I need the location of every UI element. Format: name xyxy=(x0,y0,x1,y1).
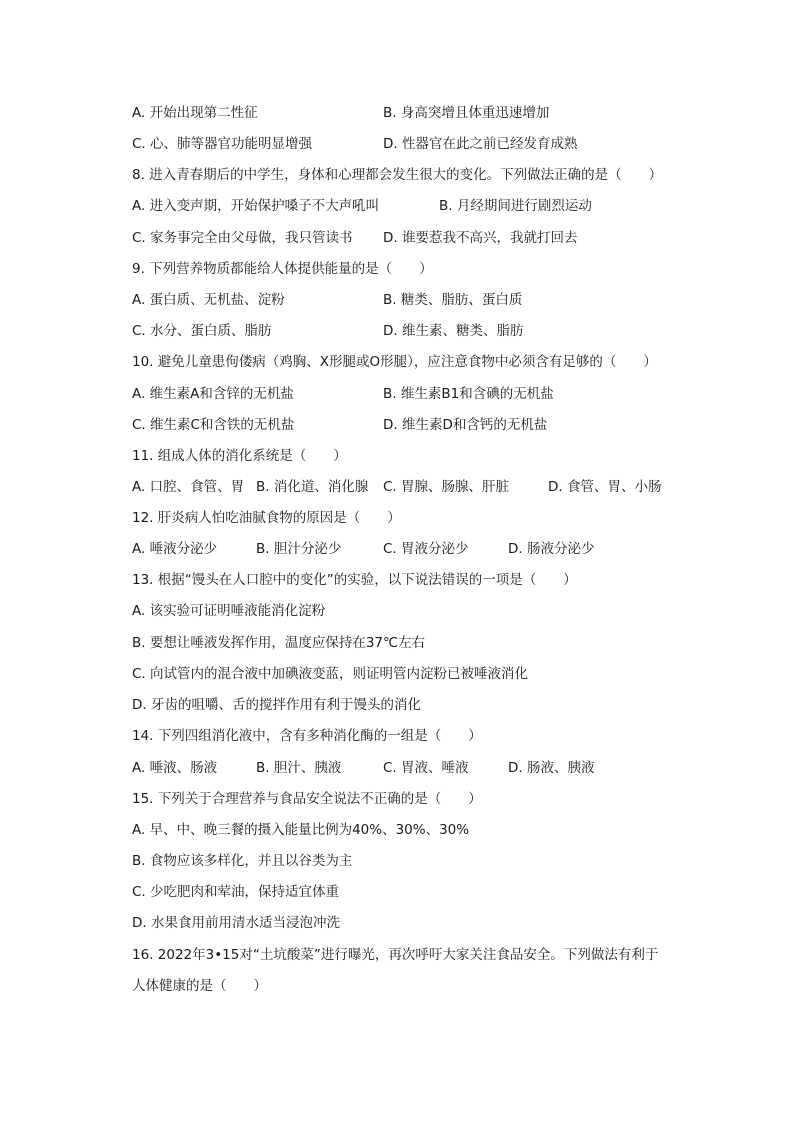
q10-stem: 10. 避免儿童患佝偻病（鸡胸、X形腿或O形腿），应注意食物中必须含有足够的（ ） xyxy=(132,354,657,370)
q11-option-b: B. 消化道、消化腺 xyxy=(256,479,369,495)
q9-stem: 9. 下列营养物质都能给人体提供能量的是（ ） xyxy=(132,261,433,277)
q13-option-c: C. 向试管内的混合液中加碘液变蓝，则证明管内淀粉已被唾液消化 xyxy=(132,666,529,682)
q8-option-a: A. 进入变声期，开始保护嗓子不大声吼叫 xyxy=(132,198,380,214)
q10-option-a: A. 维生素A和含锌的无机盐 xyxy=(132,386,294,402)
q12-option-c: C. 胃液分泌少 xyxy=(383,541,469,557)
q14-option-c: C. 胃液、唾液 xyxy=(383,760,469,776)
q13-stem: 13. 根据“馒头在人口腔中的变化”的实验，以下说法错误的一项是（ ） xyxy=(132,572,577,588)
q10-option-b: B. 维生素B1和含碘的无机盐 xyxy=(383,386,554,402)
q9-option-c: C. 水分、蛋白质、脂肪 xyxy=(132,323,272,339)
q8-stem: 8. 进入青春期后的中学生，身体和心理都会发生很大的变化。下列做法正确的是（ ） xyxy=(132,167,663,183)
q16-stem-line2: 人体健康的是（ ） xyxy=(132,978,267,994)
q14-option-b: B. 胆汁、胰液 xyxy=(256,760,342,776)
q7-option-d: D. 性器官在此之前已经发育成熟 xyxy=(383,136,578,152)
q12-option-d: D. 肠液分泌少 xyxy=(508,541,595,557)
q15-option-b: B. 食物应该多样化，并且以谷类为主 xyxy=(132,853,353,869)
q13-option-a: A. 该实验可证明唾液能消化淀粉 xyxy=(132,603,326,619)
q7-option-b: B. 身高突增且体重迅速增加 xyxy=(383,105,550,121)
q9-option-d: D. 维生素、糖类、脂肪 xyxy=(383,323,524,339)
q15-stem: 15. 下列关于合理营养与食品安全说法不正确的是（ ） xyxy=(132,791,482,807)
q14-option-a: A. 唾液、肠液 xyxy=(132,760,218,776)
q11-stem: 11. 组成人体的消化系统是（ ） xyxy=(132,448,347,464)
q16-stem-line1: 16. 2022年3•15对“土坑酸菜”进行曝光，再次呼吁大家关注食品安全。下列做法有利于 xyxy=(132,947,659,963)
q13-option-d: D. 牙齿的咀嚼、舌的搅拌作用有利于馒头的消化 xyxy=(132,697,421,713)
q9-option-b: B. 糖类、脂肪、蛋白质 xyxy=(383,292,523,308)
q8-option-c: C. 家务事完全由父母做，我只管读书 xyxy=(132,230,353,246)
q15-option-c: C. 少吃肥肉和荤油，保持适宜体重 xyxy=(132,884,340,900)
q12-option-b: B. 胆汁分泌少 xyxy=(256,541,342,557)
q7-option-c: C. 心、肺等器官功能明显增强 xyxy=(132,136,313,152)
q7-option-a: A. 开始出现第二性征 xyxy=(132,105,258,121)
q11-option-c: C. 胃腺、肠腺、肝脏 xyxy=(383,479,510,495)
q15-option-d: D. 水果食用前用清水适当浸泡冲洗 xyxy=(132,915,340,931)
q14-stem: 14. 下列四组消化液中，含有多种消化酶的一组是（ ） xyxy=(132,728,482,744)
q12-option-a: A. 唾液分泌少 xyxy=(132,541,218,557)
q15-option-a: A. 早、中、晚三餐的摄入能量比例为40%、30%、30% xyxy=(132,822,470,838)
q14-option-d: D. 肠液、胰液 xyxy=(508,760,595,776)
q8-option-d: D. 谁要惹我不高兴，我就打回去 xyxy=(383,230,578,246)
q10-option-d: D. 维生素D和含钙的无机盐 xyxy=(383,417,548,433)
q13-option-b: B. 要想让唾液发挥作用，温度应保持在37℃左右 xyxy=(132,635,426,651)
q10-option-c: C. 维生素C和含铁的无机盐 xyxy=(132,417,295,433)
q8-option-b: B. 月经期间进行剧烈运动 xyxy=(439,198,592,214)
q12-stem: 12. 肝炎病人怕吃油腻食物的原因是（ ） xyxy=(132,510,401,526)
q11-option-d: D. 食管、胃、小肠 xyxy=(548,479,662,495)
q11-option-a: A. 口腔、食管、胃 xyxy=(132,479,245,495)
q9-option-a: A. 蛋白质、无机盐、淀粉 xyxy=(132,292,285,308)
